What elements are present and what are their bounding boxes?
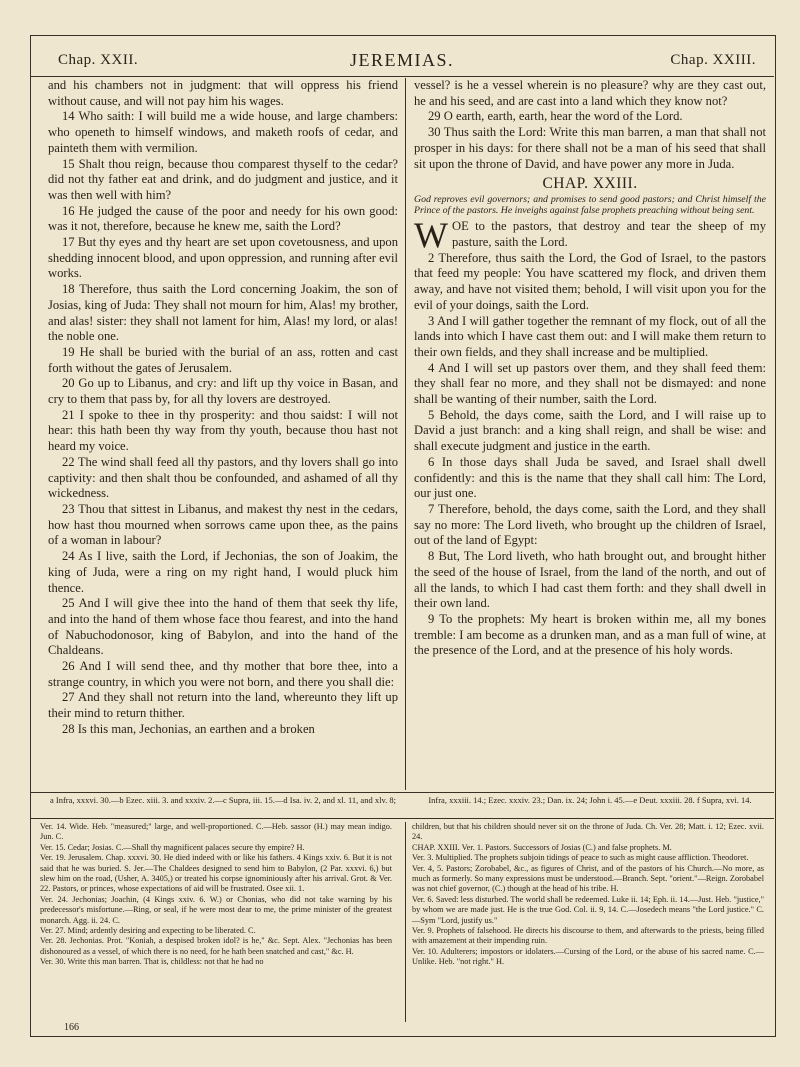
- verse-paragraph: vessel? is he a vessel wherein is no pleasure? why are they cast out, he and his seed, and are cast into a land which they know not?: [414, 78, 766, 108]
- header-left-chapter: Chap. XXII.: [58, 52, 139, 68]
- verse-paragraph: 24 As I live, saith the Lord, if Jechonias, the son of Joakim, the king of Juda, were a ring on my right hand, I would pluck him thence.: [48, 549, 398, 595]
- verse-paragraph: 2 Therefore, thus saith the Lord, the God of Israel, to the pastors that feed my people: You have scattered my flock, and driven them away, and have not visited them; behold, I will visit upon you for the evil of your doings, saith the Lord.: [414, 250, 766, 312]
- verse-paragraph: 5 Behold, the days come, saith the Lord, and I will raise up to David a just branch: and a king shall reign, and shall be wise: and shall execute judgment and justice in the earth.: [414, 407, 766, 454]
- verse-paragraph: 14 Who saith: I will build me a wide house, and large chambers: who openeth to himself windows, and maketh roofs of cedar, and painteth them with vermilion.: [48, 109, 398, 155]
- note-paragraph: children, but that his children should never sit on the throne of Juda. Ch. Ver. 28; Matt. i. 12; Ezec. xvii. 24.: [412, 822, 764, 842]
- verse-paragraph: 7 Therefore, behold, the days come, saith the Lord, and they shall say no more: The Lord liveth, who brought up the children of Israel, out of the land of Egypt:: [414, 501, 766, 548]
- verse-paragraph: 30 Thus saith the Lord: Write this man barren, a man that shall not prosper in his days: for there shall not be a man of his seed that shall sit upon the throne of David, and have power any more in Juda.: [414, 125, 766, 171]
- verse-paragraph-first: [414, 215, 766, 256]
- verse-paragraph: 18 Therefore, thus saith the Lord concerning Joakim, the son of Josias, king of Juda: They shall not mourn for him, Alas! my brother, and alas! sister: they shall not lament for him, Alas! my lord, or alas! the noble one.: [48, 282, 398, 344]
- verse-paragraph: and his chambers not in judgment: that will oppress his friend without cause, and will not pay him his wages.: [48, 78, 398, 108]
- note-paragraph: CHAP. XXIII. Ver. 1. Pastors. Successors of Josias (C.) and false prophets. M.: [412, 842, 672, 852]
- verse-paragraph: 20 Go up to Libanus, and cry: and lift up thy voice in Basan, and cry to them that pass by, for all thy lovers are destroyed.: [48, 376, 398, 407]
- note-paragraph: Ver. 15. Cedar; Josias. C.—Shall thy magnificent palaces secure thy empire? H.: [40, 842, 305, 852]
- footnote-rule: [30, 792, 774, 793]
- verse-paragraph: 27 And they shall not return into the land, whereunto they lift up their mind to return thither.: [48, 690, 398, 721]
- verse-paragraph: 9 To the prophets: My heart is broken within me, all my bones tremble: I am become as a drunken man, and as a man full of wine, at the presence of the Lord, and at the presence of his holy words.: [414, 611, 766, 658]
- note-paragraph: Ver. 9. Prophets of falsehood. He directs his discourse to them, and afterwards to the priests, being filled with amazement at their impending ruin.: [412, 926, 764, 946]
- verse-paragraph: 25 And I will give thee into the hand of them that seek thy life, and into the hand of them whose face thou fearest, and into the hand of Nabuchodonosor, king of Babylon, and into the hand of the Chaldeans.: [48, 596, 398, 658]
- verse-paragraph: 22 The wind shall feed all thy pastors, and thy lovers shall go into captivity: and then shalt thou be confounded, and ashamed of all thy wickedness.: [48, 454, 398, 501]
- note-paragraph: Ver. 19. Jerusalem. Chap. xxxvi. 30. He died indeed with or like his fathers. 4 Kings xxiv. 6. But it is not said that he was buried. S. Jer.—The Chaldees designed to send him to Babylon, (2 Par. xxxvi. 6,) but slew him on the road, (Usher, A. 3405,) or treated his corpse ignominiously after his arrival. Grot. & Ver. 22. Pastors, or princes, whose expectations of aid will be frustrated. Osee xii. 1.: [40, 853, 392, 894]
- verse-paragraph: 16 He judged the cause of the poor and needy for his own good: was it not, therefore, because he knew me, saith the Lord?: [48, 203, 398, 234]
- right-text-column: [414, 78, 766, 788]
- header-book-title: JEREMIAS.: [349, 50, 454, 70]
- note-paragraph: Ver. 10. Adulterers; impostors or idolaters.—Cursing of the Lord, or the abuse of his sacred name. C.—Unlike. Heb. "not right." H.: [412, 946, 764, 967]
- chapter-summary: God reproves evil governors; and promises to send good pastors; and Christ himself the Prince of the pastors. He inveighs against false prophets preaching without being sent.: [414, 193, 766, 217]
- verse-paragraph: 26 And I will send thee, and thy mother that bore thee, into a strange country, in which you were not born, and there you shall die:: [48, 659, 398, 689]
- footnote-references-left: a Infra, xxxvi. 30.—b Ezec. xiii. 3. and xxxiv. 2.—c Supra, iii. 15.—d Isa. iv. 2, and xl. 11, and xlv. 8;: [50, 795, 396, 805]
- column-divider: [405, 78, 406, 790]
- running-header: [30, 42, 774, 77]
- verse-paragraph: 19 He shall be buried with the burial of an ass, rotten and cast forth without the gates of Jerusalem.: [48, 344, 398, 375]
- note-paragraph: Ver. 30. Write this man barren. That is, childless: not that he had no: [40, 957, 264, 967]
- commentary-notes-left: [40, 822, 392, 1032]
- left-text-column: [48, 78, 398, 788]
- verse-paragraph: 3 And I will gather together the remnant of my flock, out of all the lands into which I have cast them out: and I will make them return to their own fields, and they shall increase and be multiplied.: [414, 313, 766, 359]
- note-paragraph: Ver. 24. Jechonias; Joachin, (4 Kings xxiv. 6. W.) or Chonias, who did not take warning by his predecessor's misfortune.—Ring, or seal, if he were most dear to me, the prime minister of the greatest monarch. Agg. ii. 24. C.: [40, 894, 392, 925]
- verse-paragraph: 28 Is this man, Jechonias, an earthen and a broken: [62, 721, 315, 736]
- note-paragraph: Ver. 3. Multiplied. The prophets subjoin tidings of peace to such as might cause affliction. Theodoret.: [412, 853, 749, 863]
- verse-paragraph: 8 But, The Lord liveth, who hath brought out, and brought hither the seed of the house of Israel, from the land of the north, and out of all the lands, to which I had cast them forth: and they shall dwell in their own land.: [414, 549, 766, 611]
- verse-paragraph: 15 Shalt thou reign, because thou comparest thyself to the cedar? did not thy father eat and drink, and do judgment and justice, and it was then well with him?: [48, 156, 398, 202]
- notes-column-divider: [405, 822, 406, 1022]
- note-paragraph: Ver. 4, 5. Pastors; Zorobabel, &c., as figures of Christ, and of the pastors of his Church.—No more, as much as formerly. So many expressions must be understood.—Branch. Sept. "orient."—Reign. Zorobabel was not chief governor, (C.) though at the head of his tribe. H.: [412, 863, 764, 894]
- verse-paragraph: 6 In those days shall Juda be saved, and Israel shall dwell confidently: and this is the name that they shall call him: The Lord, our just one.: [414, 454, 766, 501]
- verse-paragraph: 4 And I will set up pastors over them, and they shall feed them: they shall fear no more, and they shall not be dismayed: and none shall be wanting of their number, saith the Lord.: [414, 360, 766, 407]
- verse-paragraph: 21 I spoke to thee in thy prosperity: and thou saidst: I will not hear: this hath been thy way from thy youth, because thou hast not heard my voice.: [48, 407, 398, 454]
- commentary-notes-right: [412, 822, 764, 1032]
- first-verse-text: OE to the pastors, that destroy and tear the sheep of my pasture, saith the Lord.: [451, 219, 766, 250]
- footnote-references-right: Infra, xxxiii. 14.; Ezec. xxxiv. 23.; Dan. ix. 24; John i. 45.—e Deut. xxxiii. 28. f Supra, xvi. 14.: [428, 795, 752, 805]
- verse-paragraph: 17 But thy eyes and thy heart are set upon covetousness, and upon shedding innocent blood, and upon oppression, and running after evil works.: [48, 235, 398, 281]
- notes-rule: [30, 818, 774, 819]
- header-right-chapter: Chap. XXIII.: [670, 52, 756, 68]
- verse-paragraph: 23 Thou that sittest in Libanus, and makest thy nest in the cedars, how hast thou mourned when sorrows came upon thee, as the pains of a woman in labour?: [48, 501, 398, 548]
- note-paragraph: Ver. 28. Jechonias. Prot. "Koniah, a despised broken idol? is he," &c. Sept. Alex. "Jechonias has been dishonoured as a vessel, of which there is no need, for he hath been snatched and cast," &c. H.: [40, 936, 392, 956]
- drop-cap: W: [414, 215, 448, 256]
- note-paragraph: Ver. 6. Saved: less disturbed. The world shall be redeemed. Luke ii. 14; Eph. ii. 14.—Just. Heb. "justice," by whom we are made just. He is the true God. Col. ii. 9, 14. C.—Josedech means "the Lord justice." C.—Sym "Lord, justify us.": [412, 894, 764, 925]
- note-paragraph: Ver. 27. Mind; ardently desiring and expecting to be liberated. C.: [40, 926, 256, 936]
- chapter-heading: CHAP. XXIII.: [542, 175, 638, 193]
- note-paragraph: Ver. 14. Wide. Heb. "measured;" large, and well-proportioned. C.—Heb. sassor (H.) may mean indigo. Jun. C.: [40, 822, 392, 842]
- page-number: 166: [64, 1022, 79, 1033]
- verse-paragraph: 29 O earth, earth, earth, hear the word of the Lord.: [428, 109, 683, 124]
